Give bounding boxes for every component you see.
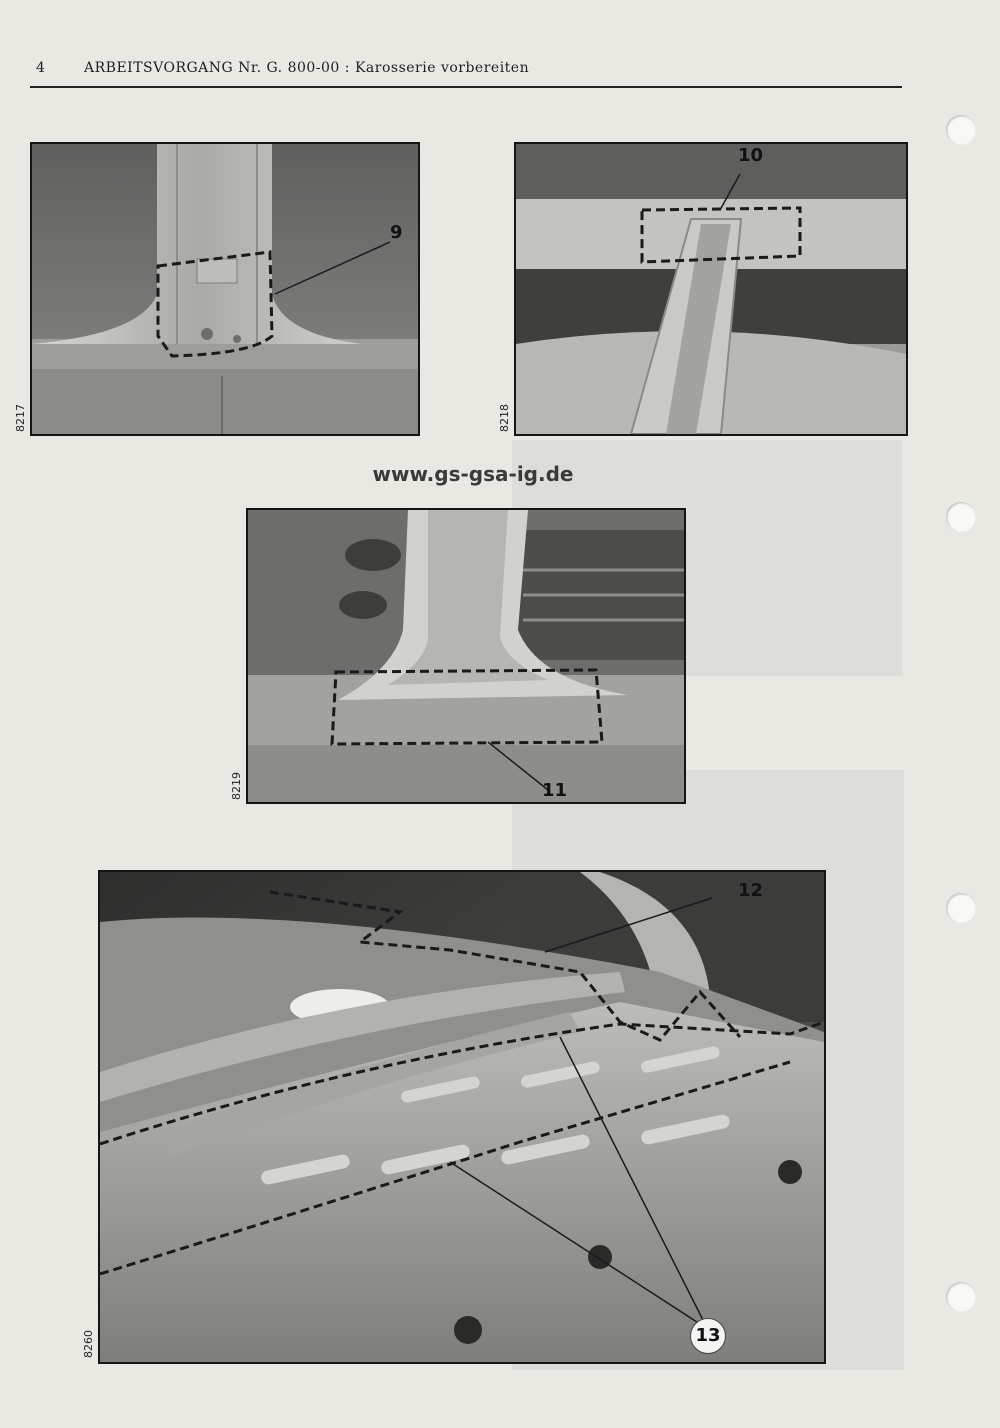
figure-number: 8260 [82,1330,95,1358]
photo-8219-image [248,510,684,802]
page-number: 4 [36,60,46,76]
figure-number: 8217 [14,404,27,432]
callout-12: 12 [738,880,764,901]
photo-8260 [98,870,826,1364]
photo-8218 [514,142,908,436]
page-title: ARBEITSVORGANG Nr. G. 800-00 : Karosserie vorbereiten [84,60,530,76]
callout-11: 11 [542,780,568,801]
callout-10: 10 [738,145,764,166]
figure-number: 8218 [498,404,511,432]
binder-hole [946,115,976,145]
binder-hole [946,893,976,923]
binder-hole [946,1282,976,1312]
figure-number: 8219 [230,772,243,800]
photo-8217 [30,142,420,436]
photo-8217-image [32,144,418,434]
page-header [34,58,902,80]
binder-hole [946,502,976,532]
callout-13: 13 [690,1318,726,1354]
callout-9: 9 [390,222,403,243]
photo-8218-image [516,144,906,434]
header-rule [30,86,902,88]
photo-8219 [246,508,686,804]
watermark-url: www.gs-gsa-ig.de [372,462,574,486]
photo-8260-image [100,872,824,1362]
